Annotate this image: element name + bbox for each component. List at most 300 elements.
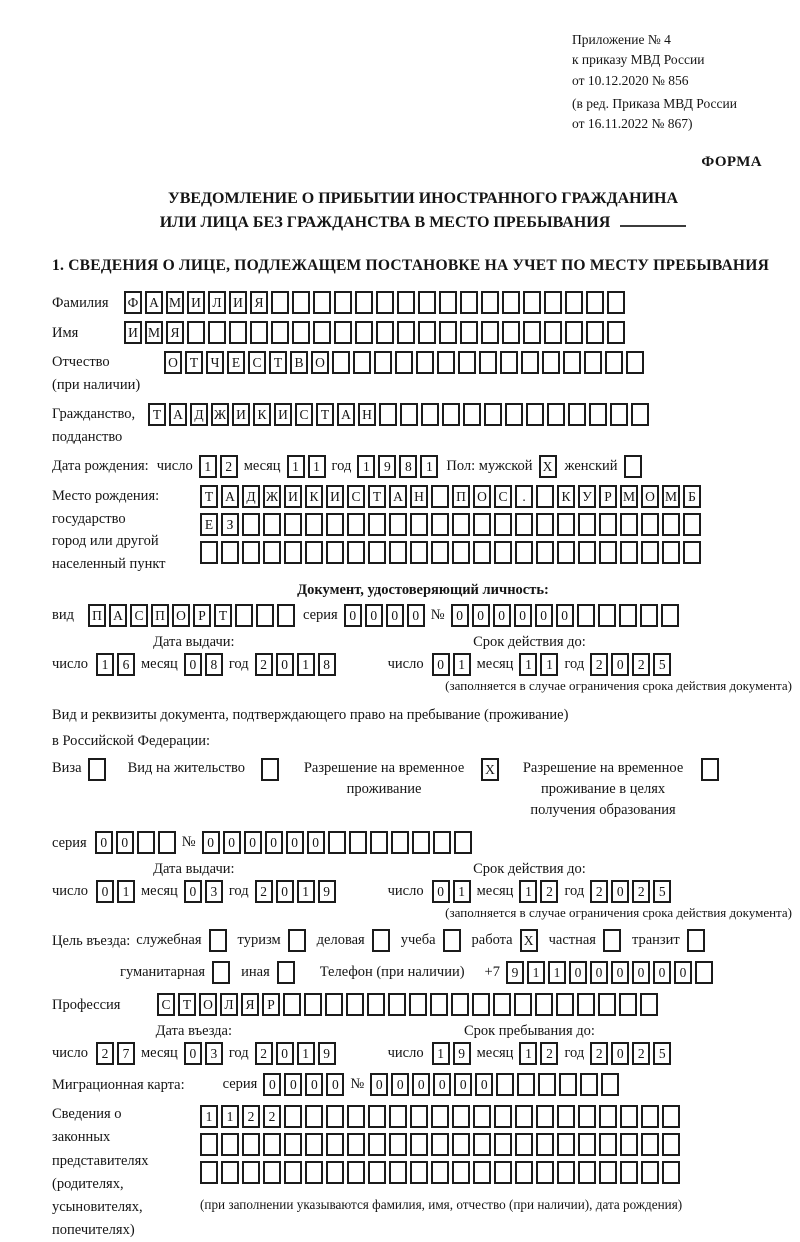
char-cell[interactable]: 6 xyxy=(117,653,135,676)
char-cell[interactable] xyxy=(416,351,434,374)
char-cell[interactable]: 5 xyxy=(653,653,671,676)
checkbox-cell[interactable] xyxy=(624,455,642,478)
char-cell[interactable]: Я xyxy=(166,321,184,344)
char-cell[interactable] xyxy=(515,1133,533,1156)
visa-checkbox[interactable] xyxy=(88,758,106,781)
char-cell[interactable]: Т xyxy=(368,485,386,508)
char-cell[interactable]: 0 xyxy=(307,831,325,854)
char-cell[interactable] xyxy=(242,1133,260,1156)
char-cell[interactable]: 0 xyxy=(391,1073,409,1096)
char-cell[interactable] xyxy=(431,1133,449,1156)
char-cell[interactable] xyxy=(454,831,472,854)
char-cell[interactable]: 1 xyxy=(221,1105,239,1128)
char-cell[interactable] xyxy=(304,993,322,1016)
char-cell[interactable] xyxy=(410,1161,428,1184)
char-cell[interactable]: И xyxy=(187,291,205,314)
stay-month-boxes[interactable] xyxy=(519,1042,558,1065)
char-cell[interactable] xyxy=(277,604,295,627)
char-cell[interactable] xyxy=(578,1133,596,1156)
char-cell[interactable] xyxy=(208,321,226,344)
char-cell[interactable] xyxy=(463,403,481,426)
char-cell[interactable] xyxy=(452,1161,470,1184)
char-cell[interactable]: 1 xyxy=(453,653,471,676)
char-cell[interactable] xyxy=(472,993,490,1016)
residence-issue-day-boxes[interactable] xyxy=(96,880,135,903)
char-cell[interactable]: П xyxy=(151,604,169,627)
char-cell[interactable]: 1 xyxy=(297,1042,315,1065)
birth-year-boxes[interactable] xyxy=(357,455,438,478)
char-cell[interactable] xyxy=(391,831,409,854)
char-cell[interactable]: Т xyxy=(214,604,232,627)
char-cell[interactable] xyxy=(481,321,499,344)
char-cell[interactable] xyxy=(347,541,365,564)
char-cell[interactable] xyxy=(355,291,373,314)
entry-month-boxes[interactable] xyxy=(184,1042,223,1065)
char-cell[interactable] xyxy=(460,291,478,314)
char-cell[interactable]: М xyxy=(620,485,638,508)
char-cell[interactable] xyxy=(620,541,638,564)
char-cell[interactable]: 2 xyxy=(632,880,650,903)
char-cell[interactable]: И xyxy=(232,403,250,426)
char-cell[interactable]: К xyxy=(253,403,271,426)
char-cell[interactable]: Р xyxy=(193,604,211,627)
char-cell[interactable]: Я xyxy=(250,291,268,314)
char-cell[interactable]: 2 xyxy=(632,1042,650,1065)
char-cell[interactable]: 1 xyxy=(540,653,558,676)
char-cell[interactable] xyxy=(412,831,430,854)
residence-expiry-month-boxes[interactable] xyxy=(519,880,558,903)
char-cell[interactable]: В xyxy=(290,351,308,374)
char-cell[interactable] xyxy=(374,351,392,374)
char-cell[interactable]: 0 xyxy=(590,961,608,984)
char-cell[interactable] xyxy=(389,513,407,536)
char-cell[interactable] xyxy=(662,541,680,564)
char-cell[interactable] xyxy=(544,291,562,314)
char-cell[interactable]: И xyxy=(124,321,142,344)
char-cell[interactable] xyxy=(263,513,281,536)
char-cell[interactable]: 0 xyxy=(223,831,241,854)
char-cell[interactable]: К xyxy=(305,485,323,508)
char-cell[interactable]: 0 xyxy=(116,831,134,854)
char-cell[interactable] xyxy=(437,351,455,374)
char-cell[interactable]: 3 xyxy=(205,880,223,903)
purpose-private-checkbox[interactable] xyxy=(603,929,621,952)
char-cell[interactable] xyxy=(418,321,436,344)
purpose-official-checkbox[interactable] xyxy=(209,929,227,952)
char-cell[interactable]: 0 xyxy=(263,1073,281,1096)
char-cell[interactable]: 2 xyxy=(540,880,558,903)
checkbox-cell[interactable] xyxy=(277,961,295,984)
char-cell[interactable] xyxy=(389,1161,407,1184)
char-cell[interactable]: И xyxy=(274,403,292,426)
char-cell[interactable] xyxy=(538,1073,556,1096)
char-cell[interactable]: 9 xyxy=(453,1042,471,1065)
char-cell[interactable] xyxy=(410,1133,428,1156)
char-cell[interactable] xyxy=(305,541,323,564)
char-cell[interactable]: И xyxy=(284,485,302,508)
char-cell[interactable]: 9 xyxy=(318,880,336,903)
char-cell[interactable] xyxy=(481,291,499,314)
char-cell[interactable]: 7 xyxy=(117,1042,135,1065)
char-cell[interactable] xyxy=(284,541,302,564)
char-cell[interactable] xyxy=(473,541,491,564)
char-cell[interactable] xyxy=(347,1133,365,1156)
char-cell[interactable] xyxy=(313,321,331,344)
char-cell[interactable] xyxy=(332,351,350,374)
char-cell[interactable] xyxy=(620,1161,638,1184)
doc-expiry-day-boxes[interactable] xyxy=(432,653,471,676)
char-cell[interactable]: 9 xyxy=(506,961,524,984)
purpose-humanitarian-checkbox[interactable] xyxy=(212,961,230,984)
char-cell[interactable]: 1 xyxy=(453,880,471,903)
char-cell[interactable] xyxy=(263,1161,281,1184)
purpose-study-checkbox[interactable] xyxy=(443,929,461,952)
char-cell[interactable]: С xyxy=(248,351,266,374)
char-cell[interactable]: Ж xyxy=(263,485,281,508)
stay-day-boxes[interactable] xyxy=(432,1042,471,1065)
char-cell[interactable] xyxy=(536,541,554,564)
char-cell[interactable] xyxy=(242,513,260,536)
char-cell[interactable] xyxy=(580,1073,598,1096)
purpose-other-checkbox[interactable] xyxy=(277,961,295,984)
char-cell[interactable]: 2 xyxy=(540,1042,558,1065)
char-cell[interactable] xyxy=(515,1161,533,1184)
char-cell[interactable] xyxy=(557,1105,575,1128)
char-cell[interactable]: М xyxy=(662,485,680,508)
residence-number-boxes[interactable] xyxy=(202,831,472,854)
char-cell[interactable]: 0 xyxy=(184,1042,202,1065)
char-cell[interactable] xyxy=(326,1161,344,1184)
char-cell[interactable] xyxy=(368,1133,386,1156)
char-cell[interactable] xyxy=(221,1133,239,1156)
char-cell[interactable]: 8 xyxy=(318,653,336,676)
char-cell[interactable]: 0 xyxy=(611,1042,629,1065)
char-cell[interactable] xyxy=(458,351,476,374)
char-cell[interactable]: 1 xyxy=(527,961,545,984)
char-cell[interactable] xyxy=(502,321,520,344)
citizenship-boxes[interactable] xyxy=(148,403,649,426)
char-cell[interactable]: 1 xyxy=(432,1042,450,1065)
char-cell[interactable] xyxy=(556,993,574,1016)
char-cell[interactable]: Р xyxy=(262,993,280,1016)
entry-day-boxes[interactable] xyxy=(96,1042,135,1065)
char-cell[interactable]: Т xyxy=(148,403,166,426)
char-cell[interactable] xyxy=(473,1105,491,1128)
char-cell[interactable]: 1 xyxy=(297,880,315,903)
char-cell[interactable] xyxy=(395,351,413,374)
char-cell[interactable] xyxy=(641,541,659,564)
char-cell[interactable] xyxy=(187,321,205,344)
char-cell[interactable] xyxy=(400,403,418,426)
char-cell[interactable]: 1 xyxy=(297,653,315,676)
char-cell[interactable] xyxy=(484,403,502,426)
char-cell[interactable]: 0 xyxy=(472,604,490,627)
char-cell[interactable] xyxy=(536,485,554,508)
char-cell[interactable]: О xyxy=(164,351,182,374)
char-cell[interactable] xyxy=(368,513,386,536)
firstname-boxes[interactable] xyxy=(124,321,625,344)
char-cell[interactable] xyxy=(409,993,427,1016)
char-cell[interactable] xyxy=(607,321,625,344)
char-cell[interactable]: Л xyxy=(220,993,238,1016)
char-cell[interactable] xyxy=(620,1105,638,1128)
char-cell[interactable] xyxy=(242,541,260,564)
char-cell[interactable]: 0 xyxy=(556,604,574,627)
purpose-business-checkbox[interactable] xyxy=(372,929,390,952)
char-cell[interactable] xyxy=(557,1133,575,1156)
char-cell[interactable] xyxy=(442,403,460,426)
char-cell[interactable]: 0 xyxy=(454,1073,472,1096)
char-cell[interactable]: 0 xyxy=(611,961,629,984)
char-cell[interactable]: Д xyxy=(190,403,208,426)
checkbox-cell[interactable] xyxy=(603,929,621,952)
checkbox-cell[interactable] xyxy=(372,929,390,952)
char-cell[interactable] xyxy=(695,961,713,984)
doc-issue-year-boxes[interactable] xyxy=(255,653,336,676)
sex-male-checkbox[interactable] xyxy=(539,455,557,478)
char-cell[interactable] xyxy=(578,1105,596,1128)
char-cell[interactable]: А xyxy=(337,403,355,426)
doc-number-boxes[interactable] xyxy=(451,604,679,627)
char-cell[interactable] xyxy=(326,1105,344,1128)
char-cell[interactable] xyxy=(493,993,511,1016)
char-cell[interactable] xyxy=(229,321,247,344)
char-cell[interactable]: 0 xyxy=(96,880,114,903)
char-cell[interactable]: 1 xyxy=(287,455,305,478)
char-cell[interactable] xyxy=(523,321,541,344)
char-cell[interactable] xyxy=(526,403,544,426)
legal-reps-row1-boxes[interactable] xyxy=(200,1105,682,1128)
char-cell[interactable]: 9 xyxy=(378,455,396,478)
char-cell[interactable] xyxy=(641,513,659,536)
char-cell[interactable]: 0 xyxy=(451,604,469,627)
residence-issue-month-boxes[interactable] xyxy=(184,880,223,903)
char-cell[interactable] xyxy=(584,351,602,374)
char-cell[interactable] xyxy=(626,351,644,374)
birth-place-row2-boxes[interactable] xyxy=(200,513,701,536)
char-cell[interactable] xyxy=(605,351,623,374)
char-cell[interactable]: Е xyxy=(227,351,245,374)
char-cell[interactable]: 1 xyxy=(357,455,375,478)
char-cell[interactable]: 0 xyxy=(611,880,629,903)
char-cell[interactable] xyxy=(578,513,596,536)
char-cell[interactable]: С xyxy=(494,485,512,508)
char-cell[interactable]: 1 xyxy=(519,880,537,903)
char-cell[interactable] xyxy=(347,1161,365,1184)
char-cell[interactable]: 9 xyxy=(318,1042,336,1065)
char-cell[interactable] xyxy=(376,321,394,344)
profession-boxes[interactable] xyxy=(157,993,658,1016)
char-cell[interactable]: 0 xyxy=(202,831,220,854)
char-cell[interactable]: 0 xyxy=(432,880,450,903)
char-cell[interactable]: 1 xyxy=(200,1105,218,1128)
char-cell[interactable] xyxy=(620,513,638,536)
checkbox-cell[interactable]: X xyxy=(520,929,538,952)
char-cell[interactable] xyxy=(662,1105,680,1128)
char-cell[interactable] xyxy=(662,1161,680,1184)
char-cell[interactable] xyxy=(376,291,394,314)
char-cell[interactable]: 2 xyxy=(255,653,273,676)
char-cell[interactable] xyxy=(473,1133,491,1156)
char-cell[interactable] xyxy=(500,351,518,374)
char-cell[interactable] xyxy=(557,541,575,564)
char-cell[interactable] xyxy=(235,604,253,627)
char-cell[interactable] xyxy=(473,1161,491,1184)
char-cell[interactable] xyxy=(601,1073,619,1096)
char-cell[interactable] xyxy=(577,993,595,1016)
char-cell[interactable]: 0 xyxy=(432,653,450,676)
char-cell[interactable] xyxy=(452,1105,470,1128)
char-cell[interactable] xyxy=(598,993,616,1016)
residence-expiry-day-boxes[interactable] xyxy=(432,880,471,903)
doc-issue-day-boxes[interactable] xyxy=(96,653,135,676)
char-cell[interactable]: О xyxy=(172,604,190,627)
char-cell[interactable]: 2 xyxy=(590,653,608,676)
char-cell[interactable]: 0 xyxy=(493,604,511,627)
char-cell[interactable] xyxy=(250,321,268,344)
education-residence-checkbox[interactable] xyxy=(701,758,719,781)
char-cell[interactable] xyxy=(523,291,541,314)
char-cell[interactable]: 0 xyxy=(475,1073,493,1096)
char-cell[interactable]: 0 xyxy=(184,880,202,903)
char-cell[interactable] xyxy=(221,1161,239,1184)
char-cell[interactable]: К xyxy=(557,485,575,508)
char-cell[interactable]: Т xyxy=(269,351,287,374)
char-cell[interactable]: А xyxy=(109,604,127,627)
char-cell[interactable]: С xyxy=(157,993,175,1016)
char-cell[interactable] xyxy=(479,351,497,374)
char-cell[interactable] xyxy=(410,1105,428,1128)
char-cell[interactable] xyxy=(370,831,388,854)
char-cell[interactable] xyxy=(565,291,583,314)
char-cell[interactable] xyxy=(326,1133,344,1156)
checkbox-cell[interactable] xyxy=(209,929,227,952)
char-cell[interactable] xyxy=(536,1133,554,1156)
char-cell[interactable]: Н xyxy=(358,403,376,426)
char-cell[interactable]: Ч xyxy=(206,351,224,374)
char-cell[interactable] xyxy=(421,403,439,426)
char-cell[interactable]: 0 xyxy=(653,961,671,984)
char-cell[interactable] xyxy=(353,351,371,374)
char-cell[interactable] xyxy=(355,321,373,344)
char-cell[interactable]: П xyxy=(452,485,470,508)
char-cell[interactable] xyxy=(221,541,239,564)
birth-month-boxes[interactable] xyxy=(287,455,326,478)
migration-number-boxes[interactable] xyxy=(370,1073,619,1096)
char-cell[interactable]: О xyxy=(311,351,329,374)
char-cell[interactable] xyxy=(599,1133,617,1156)
char-cell[interactable] xyxy=(559,1073,577,1096)
char-cell[interactable] xyxy=(607,291,625,314)
char-cell[interactable]: 2 xyxy=(220,455,238,478)
char-cell[interactable] xyxy=(661,604,679,627)
char-cell[interactable]: О xyxy=(473,485,491,508)
char-cell[interactable]: 1 xyxy=(548,961,566,984)
char-cell[interactable] xyxy=(410,513,428,536)
checkbox-cell[interactable] xyxy=(212,961,230,984)
birth-place-row3-boxes[interactable] xyxy=(200,541,701,564)
char-cell[interactable] xyxy=(535,993,553,1016)
char-cell[interactable] xyxy=(494,541,512,564)
char-cell[interactable] xyxy=(599,1161,617,1184)
char-cell[interactable]: 0 xyxy=(386,604,404,627)
purpose-work-checkbox[interactable] xyxy=(520,929,538,952)
char-cell[interactable] xyxy=(305,1161,323,1184)
char-cell[interactable]: 2 xyxy=(255,1042,273,1065)
char-cell[interactable]: 0 xyxy=(184,653,202,676)
char-cell[interactable]: О xyxy=(641,485,659,508)
char-cell[interactable] xyxy=(494,1133,512,1156)
char-cell[interactable]: 0 xyxy=(535,604,553,627)
char-cell[interactable]: 0 xyxy=(95,831,113,854)
char-cell[interactable] xyxy=(158,831,176,854)
char-cell[interactable]: 1 xyxy=(199,455,217,478)
purpose-tourism-checkbox[interactable] xyxy=(288,929,306,952)
char-cell[interactable]: 0 xyxy=(286,831,304,854)
char-cell[interactable] xyxy=(683,541,701,564)
checkbox-cell[interactable]: X xyxy=(481,758,499,781)
char-cell[interactable] xyxy=(410,541,428,564)
char-cell[interactable] xyxy=(610,403,628,426)
char-cell[interactable] xyxy=(368,541,386,564)
char-cell[interactable]: 2 xyxy=(632,653,650,676)
char-cell[interactable]: М xyxy=(145,321,163,344)
char-cell[interactable]: 0 xyxy=(407,604,425,627)
char-cell[interactable]: Е xyxy=(200,513,218,536)
char-cell[interactable]: 0 xyxy=(674,961,692,984)
char-cell[interactable] xyxy=(313,291,331,314)
char-cell[interactable] xyxy=(599,541,617,564)
char-cell[interactable]: 5 xyxy=(653,1042,671,1065)
char-cell[interactable]: 0 xyxy=(365,604,383,627)
char-cell[interactable] xyxy=(439,291,457,314)
char-cell[interactable] xyxy=(284,1105,302,1128)
char-cell[interactable] xyxy=(292,321,310,344)
char-cell[interactable]: 0 xyxy=(611,653,629,676)
char-cell[interactable]: А xyxy=(221,485,239,508)
char-cell[interactable] xyxy=(451,993,469,1016)
char-cell[interactable] xyxy=(568,403,586,426)
char-cell[interactable]: Л xyxy=(208,291,226,314)
phone-boxes[interactable] xyxy=(506,961,713,984)
char-cell[interactable]: 0 xyxy=(276,880,294,903)
char-cell[interactable]: 2 xyxy=(263,1105,281,1128)
char-cell[interactable] xyxy=(515,541,533,564)
patronymic-boxes[interactable] xyxy=(164,351,644,374)
surname-boxes[interactable] xyxy=(124,291,625,314)
entry-year-boxes[interactable] xyxy=(255,1042,336,1065)
char-cell[interactable] xyxy=(325,993,343,1016)
migration-series-boxes[interactable] xyxy=(263,1073,344,1096)
char-cell[interactable] xyxy=(641,1133,659,1156)
temporary-residence-checkbox[interactable] xyxy=(481,758,499,781)
char-cell[interactable] xyxy=(367,993,385,1016)
checkbox-cell[interactable] xyxy=(687,929,705,952)
char-cell[interactable]: 1 xyxy=(519,1042,537,1065)
char-cell[interactable] xyxy=(200,1133,218,1156)
char-cell[interactable] xyxy=(334,321,352,344)
doc-expiry-month-boxes[interactable] xyxy=(519,653,558,676)
char-cell[interactable] xyxy=(662,513,680,536)
checkbox-cell[interactable] xyxy=(88,758,106,781)
char-cell[interactable]: 1 xyxy=(308,455,326,478)
char-cell[interactable] xyxy=(557,1161,575,1184)
char-cell[interactable]: Т xyxy=(316,403,334,426)
char-cell[interactable] xyxy=(433,831,451,854)
char-cell[interactable] xyxy=(397,321,415,344)
char-cell[interactable] xyxy=(431,485,449,508)
char-cell[interactable] xyxy=(431,513,449,536)
